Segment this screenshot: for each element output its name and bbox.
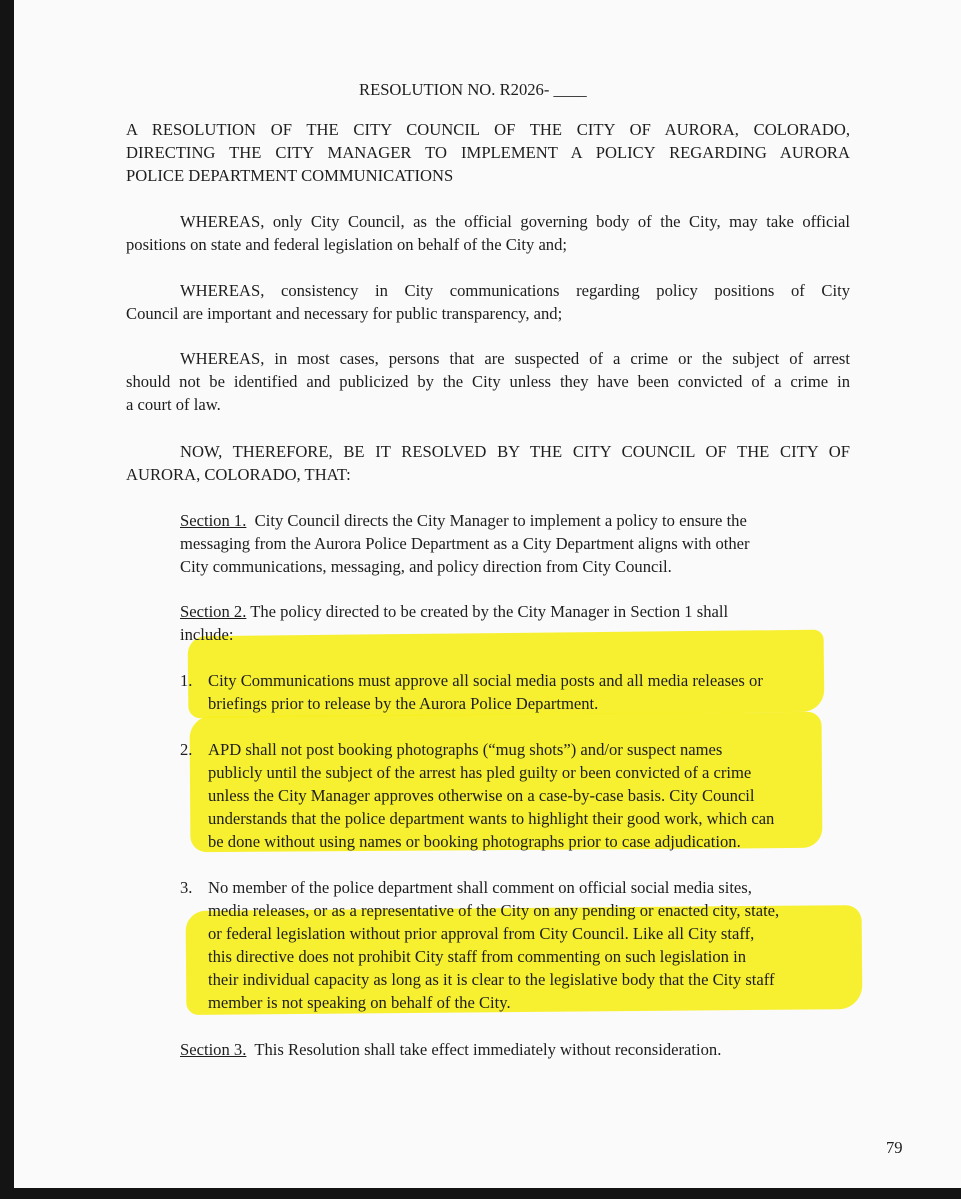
item-line: unless the City Manager approves otherwise on a case-by-case basis. City Council <box>208 786 755 805</box>
item-number: 2. <box>180 740 193 759</box>
item-number: 1. <box>180 671 193 690</box>
document-page <box>14 0 961 1188</box>
item-line: APD shall not post booking photographs (“mug shots”) and/or suspect names <box>208 740 723 759</box>
whereas-line: a court of law. <box>126 395 221 414</box>
section-line: City Council directs the City Manager to implement a policy to ensure the <box>254 511 747 530</box>
item-line: City Communications must approve all social media posts and all media releases or <box>208 671 763 690</box>
item-line: media releases, or as a representative of the City on any pending or enacted city, state, <box>208 901 780 920</box>
section-3-heading: Section 3. <box>180 1040 247 1059</box>
whereas-line: Council are important and necessary for public transparency, and; <box>126 304 563 323</box>
resolution-number: RESOLUTION NO. R2026- ____ <box>359 80 587 99</box>
section-1-first-line <box>180 509 747 532</box>
section-line: messaging from the Aurora Police Department as a City Department aligns with other <box>180 534 750 553</box>
title-line: POLICE DEPARTMENT COMMUNICATIONS <box>126 166 454 185</box>
section-3-text: This Resolution shall take effect immediately without reconsideration. <box>254 1040 722 1059</box>
item-line: this directive does not prohibit City staff from commenting on such legislation in <box>208 947 746 966</box>
whereas-line: should not be identified and publicized by the City unless they have been convicted of a crime in <box>126 372 850 391</box>
title-line: DIRECTING THE CITY MANAGER TO IMPLEMENT A POLICY REGARDING AURORA <box>126 143 850 162</box>
item-line: understands that the police department wants to highlight their good work, which can <box>208 809 775 828</box>
item-line: member is not speaking on behalf of the City. <box>208 993 511 1012</box>
whereas-line: WHEREAS, consistency in City communications regarding policy positions of City <box>180 281 850 300</box>
whereas-line: WHEREAS, only City Council, as the official governing body of the City, may take official <box>180 212 850 231</box>
section-line: include: <box>180 625 234 644</box>
item-line: be done without using names or booking photographs prior to case adjudication. <box>208 832 741 851</box>
section-2-heading: Section 2. <box>180 602 247 621</box>
whereas-line: positions on state and federal legislation on behalf of the City and; <box>126 235 568 254</box>
item-number: 3. <box>180 878 193 897</box>
section-3-line <box>180 1038 721 1061</box>
section-1-heading: Section 1. <box>180 511 247 530</box>
item-line: briefings prior to release by the Aurora Police Department. <box>208 694 599 713</box>
title-line: A RESOLUTION OF THE CITY COUNCIL OF THE CITY OF AURORA, COLORADO, <box>126 120 850 139</box>
section-line: City communications, messaging, and policy direction from City Council. <box>180 557 672 576</box>
item-line: their individual capacity as long as it is clear to the legislative body that the City staff <box>208 970 775 989</box>
resolved-line: NOW, THEREFORE, BE IT RESOLVED BY THE CITY COUNCIL OF THE CITY OF <box>180 442 850 461</box>
page-number: 79 <box>886 1138 903 1157</box>
section-2-first-line <box>180 600 728 623</box>
item-line: publicly until the subject of the arrest has pled guilty or been convicted of a crime <box>208 763 752 782</box>
section-line: The policy directed to be created by the City Manager in Section 1 shall <box>250 602 729 621</box>
resolved-line: AURORA, COLORADO, THAT: <box>126 465 351 484</box>
whereas-line: WHEREAS, in most cases, persons that are suspected of a crime or the subject of arrest <box>180 349 850 368</box>
item-line: or federal legislation without prior approval from City Council. Like all City staff, <box>208 924 755 943</box>
item-line: No member of the police department shall comment on official social media sites, <box>208 878 752 897</box>
